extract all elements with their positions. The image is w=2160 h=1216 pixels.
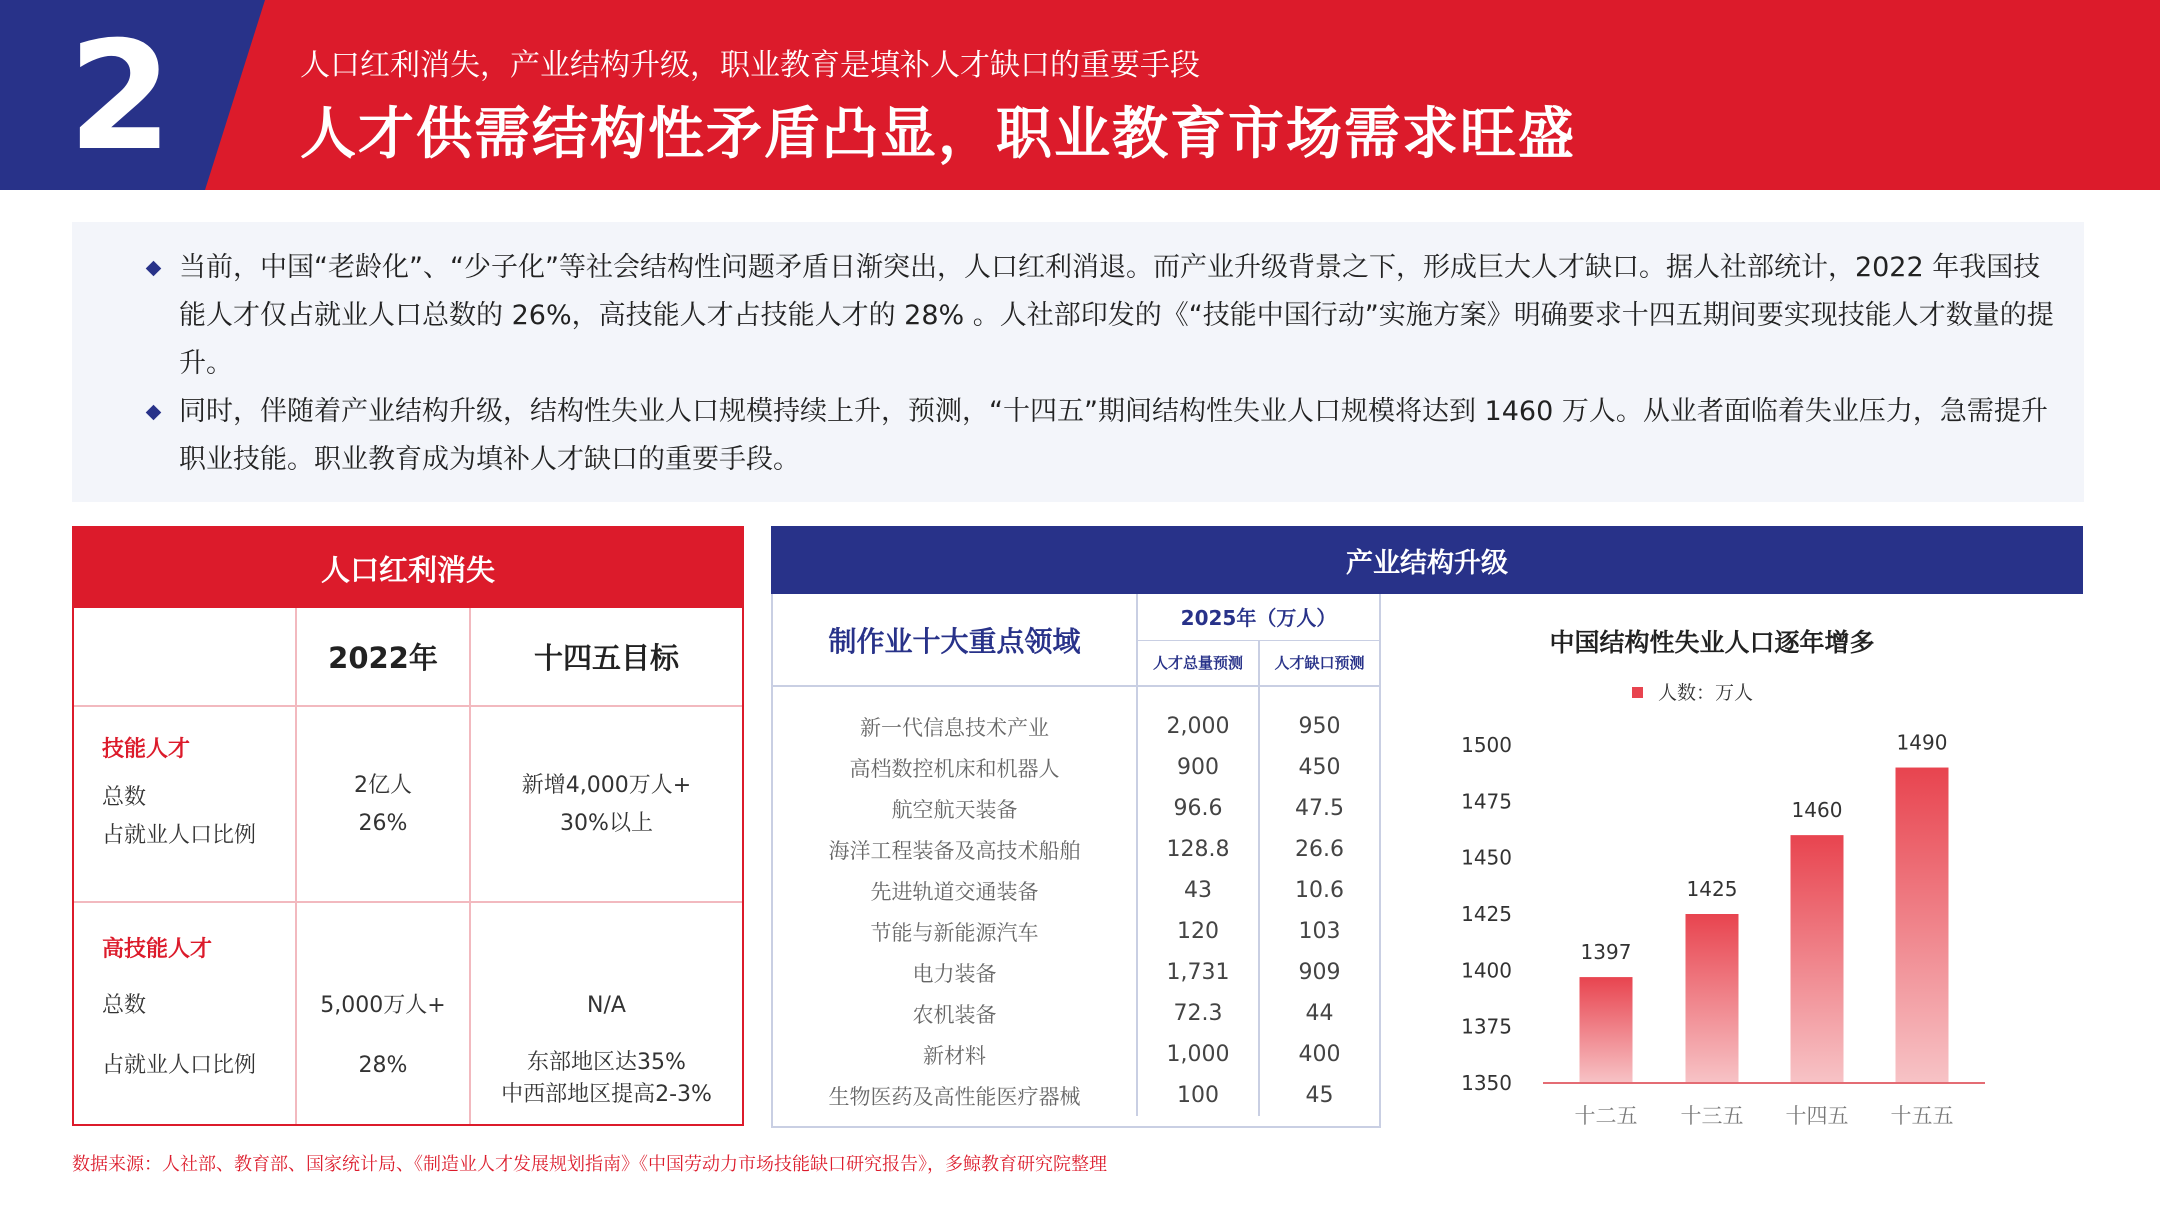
header-gap: 人才缺口预测	[1259, 640, 1379, 686]
panel-title: 产业结构升级	[771, 526, 2083, 594]
legend-swatch	[1632, 687, 1643, 698]
page-title: 人才供需结构性矛盾凸显，职业教育市场需求旺盛	[300, 102, 1576, 167]
label-ratio: 占就业人口比例	[102, 823, 257, 848]
table-row	[773, 1034, 1379, 1075]
talent-total: 72.3	[1137, 993, 1259, 1034]
skilled-ratio-target: 30%以上	[560, 811, 653, 836]
header-year: 2025年（万人）	[1137, 594, 1379, 640]
talent-gap: 950	[1298, 714, 1341, 739]
high-skilled-ratio-2022: 28%	[358, 1053, 408, 1078]
unemployment-bar-chart	[1400, 605, 2080, 1145]
x-tick-label: 十二五	[1574, 1104, 1638, 1128]
talent-gap: 103	[1298, 919, 1341, 944]
data-source-note: 数据来源：人社部、教育部、国家统计局、《制造业人才发展规划指南》《中国劳动力市场技能缺口研究报告》，多鲸教育研究院整理	[72, 1154, 1107, 1175]
talent-total: 96.6	[1137, 788, 1259, 829]
field-name: 电力装备	[773, 952, 1137, 993]
table-row	[773, 911, 1379, 952]
field-name: 新材料	[773, 1034, 1137, 1075]
talent-gap: 44	[1305, 1001, 1334, 1026]
talent-total: 120	[1137, 911, 1259, 952]
talent-total: 43	[1137, 870, 1259, 911]
high-skilled-ratio-target-east: 东部地区达35%	[527, 1050, 686, 1075]
field-name: 海洋工程装备及高技术船舶	[773, 829, 1137, 870]
skilled-ratio-2022: 26%	[358, 811, 408, 836]
skilled-target-cell	[470, 706, 742, 902]
label-total: 总数	[102, 785, 147, 810]
category-skilled: 技能人才	[102, 737, 191, 762]
field-name: 生物医药及高性能医疗器械	[773, 1075, 1137, 1116]
talent-total: 1,000	[1137, 1034, 1259, 1075]
chart-title: 中国结构性失业人口逐年增多	[1549, 628, 1875, 657]
bar-十二五	[1580, 977, 1633, 1083]
header-total: 人才总量预测	[1137, 640, 1259, 686]
table-row	[773, 952, 1379, 993]
field-name: 航空航天装备	[773, 788, 1137, 829]
header-field: 制作业十大重点领域	[773, 594, 1137, 686]
header-banner	[0, 0, 2160, 190]
table-row	[773, 1075, 1379, 1116]
x-tick-label: 十五五	[1890, 1104, 1954, 1128]
y-tick-label: 1425	[1461, 902, 1512, 926]
y-tick-label: 1450	[1461, 845, 1512, 870]
bar-value-label: 1490	[1896, 730, 1948, 755]
intro-bullet: 当前，中国“老龄化”、“少子化”等社会结构性问题矛盾日渐突出，人口红利消退。而产业升级背景之下，形成巨大人才缺口。据人社部统计，2022 年我国技能人才仅占就业人口总数的 26%，高技能人才占技能人才的 28% 。人社部印发的《“技能中国行动”实施方案》明确要求十四五期间要实现技能人才数量的提升。	[108, 244, 2054, 388]
chart-canvas	[1400, 605, 2080, 1145]
y-tick-label: 1475	[1461, 789, 1512, 814]
high-skilled-total-2022: 5,000万人+	[320, 993, 446, 1018]
table-row	[773, 829, 1379, 870]
x-tick-label: 十三五	[1680, 1104, 1744, 1128]
manufacturing-table	[773, 594, 1379, 1116]
panel-title: 人口红利消失	[74, 528, 742, 608]
high-skilled-ratio-target-midwest: 中西部地区提高2-3%	[501, 1082, 712, 1107]
y-tick-label: 1375	[1461, 1014, 1512, 1039]
skilled-label-cell	[74, 706, 296, 902]
talent-total: 128.8	[1137, 829, 1259, 870]
demographic-dividend-panel	[72, 526, 744, 1126]
talent-total: 100	[1137, 1075, 1259, 1116]
field-name: 先进轨道交通装备	[773, 870, 1137, 911]
section-number: 2	[68, 10, 173, 184]
high-skilled-2022-cell	[296, 902, 470, 1124]
high-skilled-total-target: N/A	[587, 993, 626, 1018]
bar-十三五	[1686, 914, 1739, 1083]
empty-header-cell	[74, 608, 296, 706]
talent-gap: 400	[1298, 1042, 1341, 1067]
talent-gap: 26.6	[1295, 837, 1344, 862]
talent-gap: 10.6	[1295, 878, 1344, 903]
table-row	[773, 747, 1379, 788]
table-row	[773, 706, 1379, 747]
y-tick-label: 1400	[1461, 958, 1512, 983]
talent-total: 1,731	[1137, 952, 1259, 993]
skilled-total-2022: 2亿人	[354, 773, 412, 798]
talent-gap: 909	[1298, 960, 1341, 985]
page-subtitle: 人口红利消失，产业结构升级，职业教育是填补人才缺口的重要手段	[300, 48, 1200, 83]
column-header-2022: 2022年	[296, 608, 470, 706]
intro-bullet: 同时，伴随着产业结构升级，结构性失业人口规模持续上升，预测，“十四五”期间结构性失业人口规模将达到 1460 万人。从业者面临着失业压力，急需提升职业技能。职业教育成为填补人才缺口的重要手段。	[108, 388, 2054, 484]
bar-十四五	[1791, 835, 1844, 1083]
table-row	[773, 870, 1379, 911]
high-skilled-target-cell	[470, 902, 742, 1124]
field-name: 节能与新能源汽车	[773, 911, 1137, 952]
y-tick-label: 1350	[1461, 1071, 1512, 1095]
field-name: 农机装备	[773, 993, 1137, 1034]
category-high-skilled: 高技能人才	[102, 937, 213, 962]
x-tick-label: 十四五	[1785, 1104, 1849, 1128]
bar-value-label: 1460	[1791, 798, 1843, 823]
field-name: 新一代信息技术产业	[773, 706, 1137, 747]
manufacturing-table-panel	[771, 594, 1381, 1128]
bar-value-label: 1425	[1686, 877, 1738, 901]
label-ratio: 占就业人口比例	[102, 1053, 257, 1078]
high-skilled-label-cell	[74, 902, 296, 1124]
table-row	[773, 993, 1379, 1034]
table-row	[773, 788, 1379, 829]
skilled-total-target: 新增4,000万人+	[521, 773, 692, 798]
talent-table	[74, 608, 742, 1124]
label-total: 总数	[102, 993, 147, 1018]
bar-value-label: 1397	[1580, 940, 1632, 965]
talent-gap: 45	[1305, 1083, 1334, 1108]
skilled-2022-cell	[296, 706, 470, 902]
bar-十五五	[1896, 768, 1949, 1083]
talent-total: 2,000	[1137, 706, 1259, 747]
talent-gap: 450	[1298, 755, 1341, 780]
y-tick-label: 1500	[1461, 733, 1512, 757]
field-name: 高档数控机床和机器人	[773, 747, 1137, 788]
talent-gap: 47.5	[1295, 796, 1344, 821]
intro-box	[72, 222, 2084, 502]
column-header-target: 十四五目标	[470, 608, 742, 706]
talent-total: 900	[1137, 747, 1259, 788]
legend-label: 人数：万人	[1658, 682, 1754, 704]
